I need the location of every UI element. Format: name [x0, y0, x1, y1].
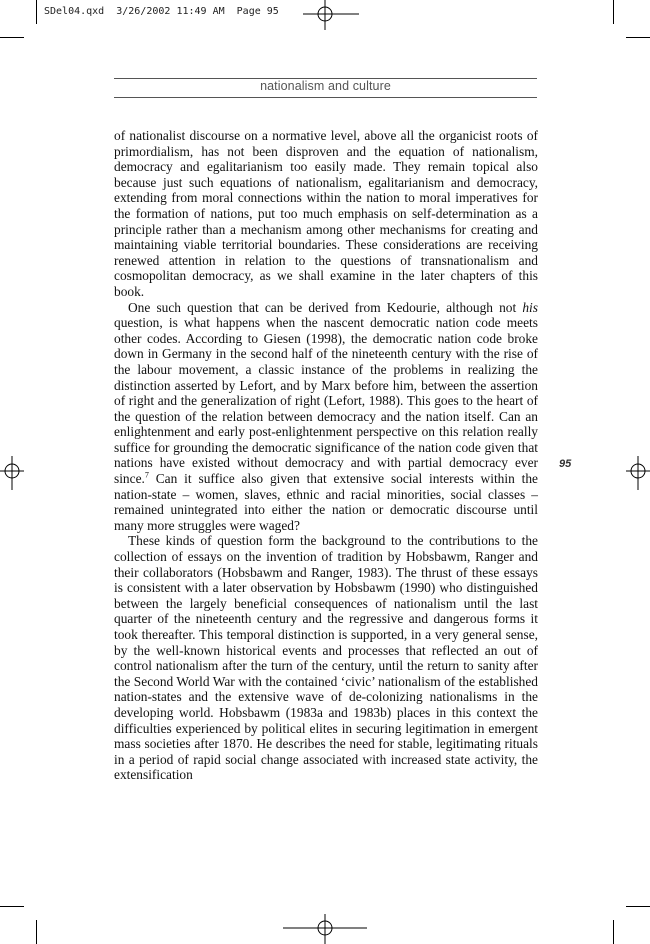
body-text: [114, 128, 538, 783]
paragraph: [114, 300, 538, 534]
printer-slug: SDel04.qxd 3/26/2002 11:49 AM Page 95: [44, 6, 279, 17]
text-run: These kinds of question form the background to the contributions to the collection of essays on the invention of tradition by Hobsbawm, Ranger and their collaborators (Hobsbawm and Ranger, 1983). The thrust of these essays is consistent with a later observation by Hobsbawm (1990) who distinguished between the largely beneficial consequences of nationalism until the last quarter of the nineteenth century and the regressive and dangerous forms it took thereafter. This temporal distinction is supported, in a very general sense, by the well-known historical events and processes that reflected an out of control nationalism after the turn of the century, until the return to sanity after the Second World War with the contained ‘civic’ nationalism of the established nation-states and the extensive wave of de-colonizing nationalisms in the developing world. Hobsbawm (1983a and 1983b) places in this context the difficulties experienced by political elites in securing legitimation in emergent mass societies after 1870. He describes the need for stable, legitimating rituals in a period of rapid social change associated with increased state activity, the extensification: [114, 533, 538, 783]
text-run: One such question that can be derived from Kedourie, although not: [128, 299, 523, 315]
crop-mark-bottom-left-v: [36, 920, 37, 944]
emphasis-text: his: [522, 299, 538, 315]
registration-mark-top: [303, 0, 359, 30]
crop-mark-top-left-h: [0, 37, 24, 38]
paragraph: [114, 128, 538, 300]
text-run: Can it suffice also given that extensive social interests within the nation-state – women, slaves, ethnic and racial minorities, social classes – remained unintegrated into either the nation or democratic discourse until many more struggles were waged?: [114, 471, 538, 533]
header-rule-bottom: [114, 97, 537, 98]
paragraph: [114, 533, 538, 783]
page-number: 95: [559, 458, 572, 470]
registration-mark-right: [626, 456, 650, 490]
crop-mark-top-right-h: [626, 37, 650, 38]
registration-mark-bottom: [283, 914, 367, 944]
running-head: nationalism and culture: [260, 79, 391, 93]
crop-mark-bottom-right-v: [613, 920, 614, 944]
crop-mark-top-left-v: [36, 0, 37, 24]
crop-mark-bottom-right-h: [626, 906, 650, 907]
text-run: of nationalist discourse on a normative level, above all the organicist roots of primordialism, has not been disproven and the equation of nationalism, democracy and egalitarianism too easily made. They remain topical also because just such equations of nationalism, egalitarianism and democracy, extending from moral connections within the nation to moral imperatives for the formation of nations, put too much emphasis on self-determination as a principle rather than a mechanism among other mechanisms for creating and maintaining viable territorial boundaries. These considerations are receiving renewed attention in relation to the questions of transnationalism and cosmopolitan democracy, as we shall examine in the later chapters of this book.: [114, 128, 538, 299]
crop-mark-top-right-v: [613, 0, 614, 24]
registration-mark-left: [0, 456, 24, 490]
text-run: question, is what happens when the nascent democratic nation code meets other codes. According to Giesen (1998), the democratic nation code broke down in Germany in the second half of the nineteenth century with the rise of the labour movement, a classic instance of the problems in realizing the distinction asserted by Lefort, and by Marx before him, between the assertion of right and the generalization of right (Lefort, 1988). This goes to the heart of the question of the relation between democracy and the nation itself. Can an enlightenment and early post-enlightenment perspective on this relation really suffice for grounding the democratic significance of the nation code given that nations have existed without democracy and with partial democracy ever since.: [114, 315, 538, 487]
footnote-ref: 7: [144, 470, 149, 480]
crop-mark-bottom-left-h: [0, 906, 24, 907]
